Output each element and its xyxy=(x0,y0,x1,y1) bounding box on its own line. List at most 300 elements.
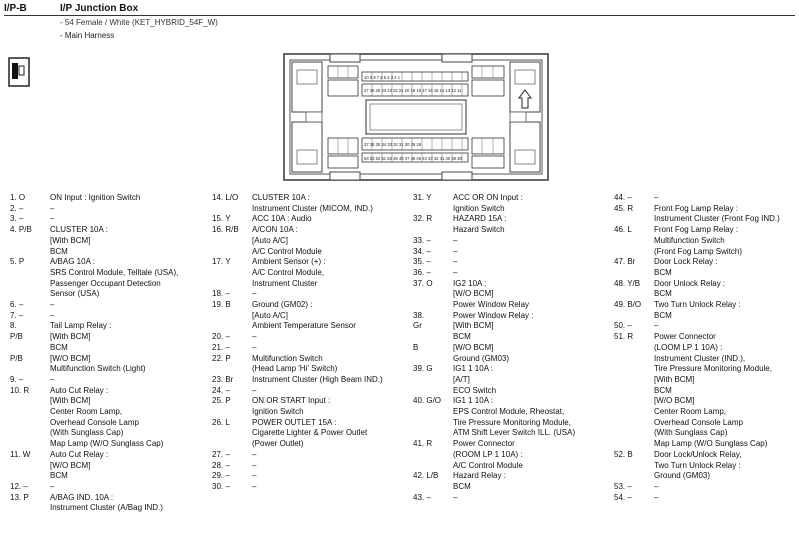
pin-description: Cigarette Lighter & Power Outlet xyxy=(252,428,368,438)
harness-label: - Main Harness xyxy=(60,31,115,40)
pin-description: Ground (GM03) xyxy=(654,471,711,481)
pin-description: – xyxy=(654,481,659,491)
pin-number: 24. – xyxy=(212,385,230,395)
pin-description: Power Window Relay xyxy=(453,300,530,310)
pin-number xyxy=(212,439,252,450)
pin-description: [With BCM] xyxy=(453,321,494,331)
pin-description: Power Connector xyxy=(453,439,515,449)
pin-number xyxy=(413,300,453,311)
pin-number xyxy=(212,204,252,215)
pin-description: Center Room Lamp, xyxy=(654,407,727,417)
pin-row xyxy=(614,396,780,407)
pin-description: A/C Control Module xyxy=(252,246,322,256)
pin-description: (Power Outlet) xyxy=(252,439,304,449)
pin-row xyxy=(212,354,383,365)
pin-row xyxy=(413,364,575,375)
pin-row xyxy=(10,343,178,354)
pin-description: Auto Cut Relay : xyxy=(50,449,109,459)
pin-row xyxy=(212,225,383,236)
pin-number xyxy=(10,461,50,472)
pin-row xyxy=(614,407,780,418)
pin-row xyxy=(413,247,575,258)
pin-number: 45. R xyxy=(614,203,634,213)
pin-description: (With Sunglass Cap) xyxy=(654,428,728,438)
pin-row xyxy=(413,311,575,322)
pin-description: Instrument Cluster (IND.), xyxy=(654,353,746,363)
pin-row xyxy=(10,354,178,365)
pin-row xyxy=(10,247,178,258)
pin-description: BCM xyxy=(654,385,672,395)
pin-description: Overhead Console Lamp xyxy=(50,417,139,427)
pin-number xyxy=(614,364,654,375)
pin-number: 27. – xyxy=(212,449,230,459)
pin-number: 22. P xyxy=(212,353,231,363)
pin-number: P/B xyxy=(10,353,23,363)
pin-number xyxy=(10,247,50,258)
pin-description: – xyxy=(50,374,55,384)
pin-description: Ambient Sensor (+) : xyxy=(252,257,326,267)
pin-number: 18. – xyxy=(212,289,230,299)
pin-row xyxy=(212,300,383,311)
pin-description: [W/O BCM] xyxy=(453,342,494,352)
pin-row xyxy=(10,450,178,461)
pin-number xyxy=(212,407,252,418)
pin-number xyxy=(413,375,453,386)
pin-description: Tire Pressure Monitoring Module, xyxy=(654,364,772,374)
pin-description: Instrument Cluster (A/Bag IND.) xyxy=(50,503,163,513)
pin-row xyxy=(614,386,780,397)
pin-description: [Auto A/C] xyxy=(252,235,289,245)
pin-description: – xyxy=(252,449,257,459)
pin-description: [W/O BCM] xyxy=(654,396,695,406)
pin-row xyxy=(614,225,780,236)
pin-row xyxy=(212,236,383,247)
pin-description: [A/T] xyxy=(453,374,470,384)
pin-number xyxy=(10,418,50,429)
pin-description: [With BCM] xyxy=(654,374,695,384)
pin-row xyxy=(614,482,780,493)
pin-description: BCM xyxy=(453,332,471,342)
pin-list-column-1 xyxy=(10,193,178,514)
pin-description: – xyxy=(453,246,458,256)
pin-row xyxy=(212,321,383,332)
pin-description: Hazard Relay : xyxy=(453,471,506,481)
pin-description: Two Turn Unlock Relay : xyxy=(654,300,741,310)
pin-description: HAZARD 15A : xyxy=(453,214,507,224)
pin-number: 51. R xyxy=(614,332,634,342)
pin-row xyxy=(413,461,575,472)
pin-number: 52. B xyxy=(614,449,633,459)
pin-row xyxy=(10,321,178,332)
pin-row xyxy=(614,450,780,461)
pin-description: (LOOM LP 1 10A) : xyxy=(654,342,723,352)
pin-number: Gr xyxy=(413,321,422,331)
pin-row xyxy=(614,247,780,258)
pin-number xyxy=(212,321,252,332)
pin-row xyxy=(212,428,383,439)
pin-row xyxy=(212,247,383,258)
pin-row xyxy=(10,493,178,504)
pin-description: [With BCM] xyxy=(50,396,91,406)
pin-row xyxy=(413,257,575,268)
pin-description: A/C Control Module, xyxy=(252,267,325,277)
pin-row xyxy=(413,418,575,429)
pin-row xyxy=(10,375,178,386)
pin-row xyxy=(212,407,383,418)
pin-row xyxy=(614,354,780,365)
pin-row xyxy=(413,193,575,204)
pin-number xyxy=(614,311,654,322)
pin-row xyxy=(10,268,178,279)
pin-row xyxy=(413,396,575,407)
pin-number: 54. – xyxy=(614,492,632,502)
pin-description: Ground (GM02) : xyxy=(252,300,313,310)
pin-number xyxy=(413,428,453,439)
pin-number xyxy=(413,461,453,472)
pin-row xyxy=(614,428,780,439)
pin-number xyxy=(212,428,252,439)
connector-face-diagram xyxy=(282,52,550,182)
pin-row xyxy=(10,418,178,429)
pin-row xyxy=(212,450,383,461)
pin-row xyxy=(413,471,575,482)
pin-description: POWER OUTLET 15A : xyxy=(252,417,337,427)
pin-description: ATM Shift Lever Switch ILL. (USA) xyxy=(453,428,576,438)
pin-row xyxy=(413,321,575,332)
pin-description: ECO Switch xyxy=(453,385,497,395)
pin-number: 29. – xyxy=(212,471,230,481)
connector-thumbnail xyxy=(8,57,30,87)
pin-description: CLUSTER 10A : xyxy=(252,193,310,202)
pin-description: – xyxy=(252,342,257,352)
pin-row xyxy=(614,418,780,429)
pin-row xyxy=(614,268,780,279)
pin-row xyxy=(10,204,178,215)
pin-number: 2. – xyxy=(10,203,24,213)
pin-description: – xyxy=(252,332,257,342)
pin-row xyxy=(212,257,383,268)
pin-number xyxy=(614,418,654,429)
pin-description: IG1 1 10A : xyxy=(453,396,494,406)
pin-row xyxy=(614,471,780,482)
pin-description: BCM xyxy=(654,289,672,299)
pin-description: Door Lock/Unlock Relay, xyxy=(654,449,742,459)
pin-row xyxy=(10,396,178,407)
pin-description: [W/O BCM] xyxy=(50,460,91,470)
pin-row xyxy=(212,343,383,354)
pin-description: – xyxy=(252,471,257,481)
pin-description: Overhead Console Lamp xyxy=(654,417,743,427)
pin-number: 38. xyxy=(413,310,425,320)
pin-number: 17. Y xyxy=(212,257,231,267)
pin-number: 39. G xyxy=(413,364,433,374)
pin-number: 36. – xyxy=(413,267,431,277)
pin-description: – xyxy=(50,310,55,320)
pin-description: ACC 10A : Audio xyxy=(252,214,312,224)
pin-row xyxy=(413,289,575,300)
pin-description: Ground (GM03) xyxy=(453,353,510,363)
pin-number: 8. xyxy=(10,321,17,331)
pin-description: Instrument Cluster (Front Fog IND.) xyxy=(654,214,780,224)
pin-row xyxy=(413,279,575,290)
pin-description: (Front Fog Lamp Switch) xyxy=(654,246,743,256)
pin-description: BCM xyxy=(50,342,68,352)
pin-description: – xyxy=(252,460,257,470)
pin-row xyxy=(614,214,780,225)
pin-row xyxy=(614,193,780,204)
pin-description: Map Lamp (W/O Sunglass Cap) xyxy=(654,439,768,449)
svg-text:10 9 8 7 6 5 4 3 2 1: 10 9 8 7 6 5 4 3 2 1 xyxy=(364,75,401,80)
pin-row xyxy=(212,386,383,397)
pin-row xyxy=(614,321,780,332)
pin-row xyxy=(10,439,178,450)
pin-description: Tail Lamp Relay : xyxy=(50,321,112,331)
pin-row xyxy=(212,214,383,225)
pin-row xyxy=(413,268,575,279)
pin-description: [With BCM] xyxy=(50,332,91,342)
pin-description: SRS Control Module, Telltale (USA), xyxy=(50,267,179,277)
pin-description: Door Unlock Relay : xyxy=(654,278,726,288)
pin-description: Ignition Switch xyxy=(453,203,505,213)
pin-description: [W/O BCM] xyxy=(453,289,494,299)
pin-row xyxy=(212,375,383,386)
pin-number: 44. – xyxy=(614,193,632,202)
header-rule xyxy=(4,15,795,16)
pin-number: 32. R xyxy=(413,214,433,224)
pin-number xyxy=(614,439,654,450)
pin-row xyxy=(614,439,780,450)
pin-list-column-4 xyxy=(614,193,780,503)
pin-number xyxy=(413,407,453,418)
pin-number: 25. P xyxy=(212,396,231,406)
pin-description: IG2 10A : xyxy=(453,278,487,288)
pin-row xyxy=(413,332,575,343)
pin-number xyxy=(614,396,654,407)
connector-spec: - 54 Female / White (KET_HYBRID_54F_W) xyxy=(60,18,218,27)
pin-row xyxy=(614,364,780,375)
pin-description: BCM xyxy=(50,246,68,256)
pin-number: 26. L xyxy=(212,417,230,427)
pin-number xyxy=(413,225,453,236)
pin-description: Multifunction Switch (Light) xyxy=(50,364,146,374)
pin-number: 47. Br xyxy=(614,257,636,267)
pin-description: Power Connector xyxy=(654,332,716,342)
pin-row xyxy=(10,300,178,311)
pin-row xyxy=(413,450,575,461)
pin-number xyxy=(10,439,50,450)
pin-number xyxy=(614,289,654,300)
pin-row xyxy=(614,343,780,354)
pin-description: – xyxy=(654,321,659,331)
pin-number xyxy=(614,343,654,354)
pin-row xyxy=(413,354,575,365)
pin-description: – xyxy=(50,214,55,224)
pin-number xyxy=(10,268,50,279)
pin-row xyxy=(10,225,178,236)
pin-number: 21. – xyxy=(212,342,230,352)
pin-number xyxy=(413,386,453,397)
pin-row xyxy=(212,268,383,279)
pin-row xyxy=(614,493,780,504)
pin-number: 34. – xyxy=(413,246,431,256)
pin-row xyxy=(10,364,178,375)
pin-description: Multifunction Switch xyxy=(252,353,323,363)
pin-number xyxy=(614,214,654,225)
pin-number xyxy=(614,471,654,482)
pin-description: Multifunction Switch xyxy=(654,235,725,245)
pin-row xyxy=(212,364,383,375)
pin-description: Instrument Cluster (MICOM, IND.) xyxy=(252,203,373,213)
pin-description: Door Lock Relay : xyxy=(654,257,718,267)
pin-number xyxy=(10,279,50,290)
pin-description: (Head Lamp 'Hi' Switch) xyxy=(252,364,338,374)
pin-number: 30. – xyxy=(212,481,230,491)
pin-description: Map Lamp (W/O Sunglass Cap) xyxy=(50,439,164,449)
pin-row xyxy=(413,493,575,504)
pin-number: P/B xyxy=(10,332,23,342)
pin-row xyxy=(10,461,178,472)
pin-number: 42. L/B xyxy=(413,471,439,481)
pin-number xyxy=(212,236,252,247)
pin-row xyxy=(10,471,178,482)
pin-number: 13. P xyxy=(10,492,29,502)
pin-number xyxy=(614,386,654,397)
pin-row xyxy=(10,214,178,225)
pin-description: – xyxy=(252,481,257,491)
pin-number: 7. – xyxy=(10,310,24,320)
pin-number: 15. Y xyxy=(212,214,231,224)
pin-row xyxy=(212,332,383,343)
pin-number xyxy=(413,354,453,365)
pin-number: B xyxy=(413,342,419,352)
pin-number: 48. Y/B xyxy=(614,278,641,288)
pin-row xyxy=(413,407,575,418)
pin-row xyxy=(413,343,575,354)
pin-description: Center Room Lamp, xyxy=(50,407,123,417)
pin-row xyxy=(10,407,178,418)
pin-number: 10. R xyxy=(10,385,30,395)
pin-description: ACC OR ON Input : xyxy=(453,193,523,202)
svg-text:37 36 35 34 33 32 31 30 29 28: 37 36 35 34 33 32 31 30 29 28 xyxy=(364,142,422,147)
pin-number: 53. – xyxy=(614,481,632,491)
pin-number xyxy=(212,268,252,279)
pin-description: Passenger Occupant Detection xyxy=(50,278,161,288)
pin-row xyxy=(614,311,780,322)
pin-number xyxy=(212,247,252,258)
pin-number: 50. – xyxy=(614,321,632,331)
pin-row xyxy=(413,482,575,493)
pin-description: – xyxy=(252,289,257,299)
pin-description: A/C Control Module xyxy=(453,460,523,470)
pin-number: 9. – xyxy=(10,374,24,384)
svg-text:27 26 25 24 23 22 21 20 19 18: 27 26 25 24 23 22 21 20 19 18 17 16 15 14 13 12 11 xyxy=(364,88,462,93)
pin-description: – xyxy=(654,193,659,202)
pin-row xyxy=(10,482,178,493)
pin-number: 43. – xyxy=(413,492,431,502)
pin-number xyxy=(413,482,453,493)
header-code: I/P-B xyxy=(4,3,27,14)
pin-number: 3. – xyxy=(10,214,24,224)
pin-number: 46. L xyxy=(614,225,632,235)
pin-row xyxy=(413,236,575,247)
pin-number xyxy=(10,236,50,247)
pin-number xyxy=(614,354,654,365)
pin-list-column-3 xyxy=(413,193,575,503)
pin-number xyxy=(10,289,50,300)
pin-row xyxy=(614,236,780,247)
pin-description: BCM xyxy=(654,310,672,320)
pin-description: Auto Cut Relay : xyxy=(50,385,109,395)
pin-list-column-2 xyxy=(212,193,383,493)
pin-number xyxy=(10,503,50,514)
pin-number: 5. P xyxy=(10,257,25,267)
pin-number xyxy=(10,343,50,354)
pin-number: 12. – xyxy=(10,481,28,491)
pin-row xyxy=(212,396,383,407)
pin-number: 37. O xyxy=(413,278,433,288)
pin-description: CLUSTER 10A : xyxy=(50,225,108,235)
pin-row xyxy=(212,471,383,482)
pin-description: ON OR START Input : xyxy=(252,396,331,406)
pin-row xyxy=(413,439,575,450)
pin-row xyxy=(413,300,575,311)
pin-number xyxy=(614,236,654,247)
pin-number xyxy=(10,471,50,482)
pin-row xyxy=(212,439,383,450)
pin-number xyxy=(413,204,453,215)
pin-number xyxy=(614,407,654,418)
pin-row xyxy=(212,204,383,215)
pin-row xyxy=(10,236,178,247)
pin-number: 20. – xyxy=(212,332,230,342)
pin-number: 19. B xyxy=(212,300,231,310)
pin-number xyxy=(614,461,654,472)
pin-row xyxy=(614,289,780,300)
pin-description: A/BAG 10A : xyxy=(50,257,95,267)
pin-row xyxy=(10,428,178,439)
pin-row xyxy=(413,225,575,236)
pin-row xyxy=(10,386,178,397)
pin-description: – xyxy=(50,300,55,310)
pin-number xyxy=(614,375,654,386)
pin-number: 35. – xyxy=(413,257,431,267)
pin-description: Power Window Relay : xyxy=(453,310,534,320)
pin-description: Tire Pressure Monitoring Module, xyxy=(453,417,571,427)
pin-row xyxy=(614,332,780,343)
pin-number xyxy=(413,418,453,429)
pin-row xyxy=(212,461,383,472)
pin-row xyxy=(413,386,575,397)
pin-description: (ROOM LP 1 10A) : xyxy=(453,449,523,459)
pin-number xyxy=(614,268,654,279)
pin-row xyxy=(413,214,575,225)
pin-number xyxy=(10,428,50,439)
pin-number xyxy=(413,332,453,343)
pin-description: Front Fog Lamp Relay : xyxy=(654,225,739,235)
pin-number: 28. – xyxy=(212,460,230,470)
pin-number xyxy=(614,247,654,258)
pin-number: 16. R/B xyxy=(212,225,239,235)
pin-row xyxy=(614,279,780,290)
pin-row xyxy=(212,289,383,300)
pin-row xyxy=(614,375,780,386)
pin-description: Hazard Switch xyxy=(453,225,505,235)
pin-description: [With BCM] xyxy=(50,235,91,245)
pin-description: Instrument Cluster (High Beam IND.) xyxy=(252,374,383,384)
pin-description: Two Turn Unlock Relay : xyxy=(654,460,741,470)
pin-description: [Auto A/C] xyxy=(252,310,289,320)
pin-description: A/BAG IND. 10A : xyxy=(50,492,114,502)
